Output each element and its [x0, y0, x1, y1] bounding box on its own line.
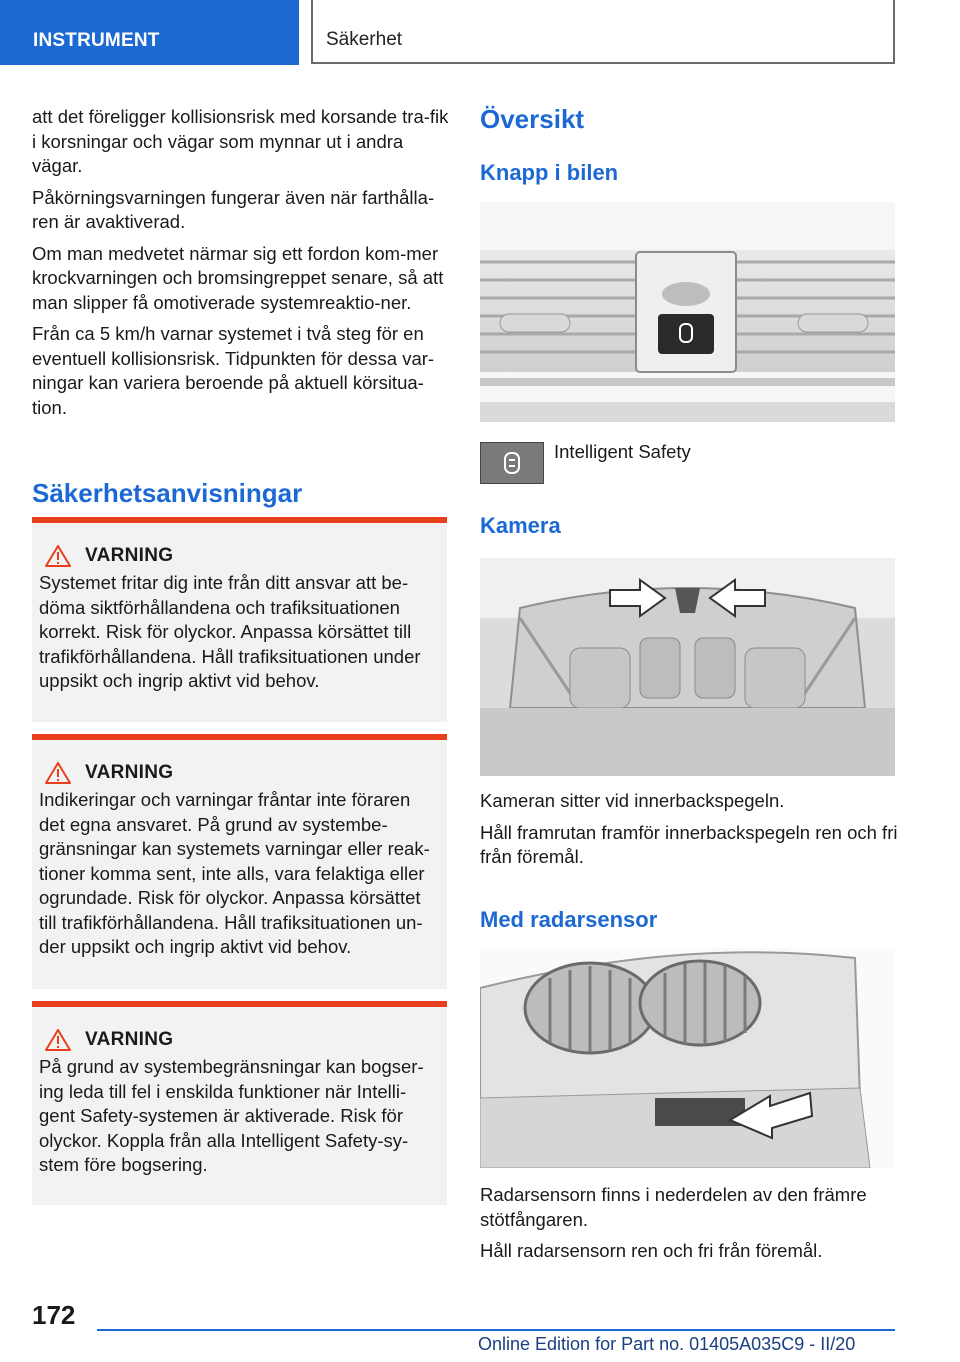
- camera-heading: Kamera: [480, 513, 561, 538]
- radar-text: [480, 1183, 898, 1271]
- warning-triangle-icon: [45, 545, 71, 567]
- button-label: Intelligent Safety: [554, 441, 691, 462]
- warning-title: VARNING: [85, 545, 174, 566]
- warning-text: På grund av systembegränsningar kan bogser-ing leda till fel i enskilda funktioner när Intelli-gent Safety-systemen är aktiverade. Risk för olyckor. Koppla från alla Intelligent Safety-sy-stem före bogsering.: [39, 1056, 424, 1175]
- button-icon-box: [480, 442, 544, 484]
- paragraph: Håll framrutan framför innerbackspegeln ren och fri från föremål.: [480, 821, 898, 867]
- footer-divider: [97, 1329, 895, 1331]
- button-heading: Knapp i bilen: [480, 160, 619, 185]
- paragraph: Från ca 5 km/h varnar systemet i två steg för en eventuell kollisionsrisk. Tidpunkten för dessa var-ningar kan variera beroende på aktuell körsitua-tion.: [32, 323, 435, 418]
- warning-triangle-icon: [45, 762, 71, 784]
- chapter-box: [311, 0, 895, 64]
- warning-title: VARNING: [85, 762, 174, 783]
- section-label: INSTRUMENT: [33, 30, 160, 51]
- radar-image: [480, 948, 895, 1168]
- safety-heading: Säkerhetsanvisningar: [32, 478, 303, 508]
- left-column: [32, 105, 450, 427]
- chapter-label: Säkerhet: [326, 29, 403, 50]
- radar-heading: Med radarsensor: [480, 907, 658, 932]
- paragraph: att det föreligger kollisionsrisk med korsande tra-fik i korsningar och vägar som mynnar ut i andra vägar.: [32, 106, 449, 176]
- warning-triangle-icon: [45, 1029, 71, 1051]
- section-tab: [0, 0, 299, 65]
- overview-heading: Översikt: [480, 104, 585, 134]
- intelligent-safety-icon: [481, 443, 543, 483]
- warning-text: Systemet fritar dig inte från ditt ansvar att be-döma siktförhållandena och trafiksituationen korrekt. Risk för olyckor. Anpassa körsättet till trafikförhållandena. Håll trafiksituationen under uppsikt och ingrip aktivt vid behov.: [39, 572, 421, 691]
- paragraph: Påkörningsvarningen fungerar även när farthålla-ren är avaktiverad.: [32, 186, 435, 232]
- warning-title: VARNING: [85, 1029, 174, 1050]
- warning-box: [32, 517, 447, 722]
- warning-text: Indikeringar och varningar fråntar inte föraren det egna ansvaret. På grund av systembe-gränsningar kan systemets varningar eller reak-tioner komma sent, inte alls, vara felaktiga eller ogrundade. Risk för olyckor. Anpassa körsättet till trafikförhållandena. Håll trafiksituationen un-der uppsikt och ingrip aktivt vid behov.: [39, 789, 430, 957]
- camera-text: [480, 789, 898, 877]
- footer-edition: Online Edition for Part no. 01405A035C9 - II/20: [478, 1334, 856, 1354]
- paragraph: Radarsensorn finns i nederdelen av den främre stötfångaren.: [480, 1184, 867, 1230]
- button-image: [480, 202, 895, 422]
- warning-box: [32, 1001, 447, 1205]
- camera-image: [480, 558, 895, 776]
- paragraph: Håll radarsensorn ren och fri från föremål.: [480, 1240, 823, 1261]
- warning-box: [32, 734, 447, 989]
- paragraph: Kameran sitter vid innerbackspegeln.: [480, 790, 785, 811]
- paragraph: Om man medvetet närmar sig ett fordon kom-mer krockvarningen och bromsingreppet senare, så att man slipper få omotiverade systemreaktio-ner.: [32, 242, 444, 313]
- page-number: 172: [32, 1300, 76, 1330]
